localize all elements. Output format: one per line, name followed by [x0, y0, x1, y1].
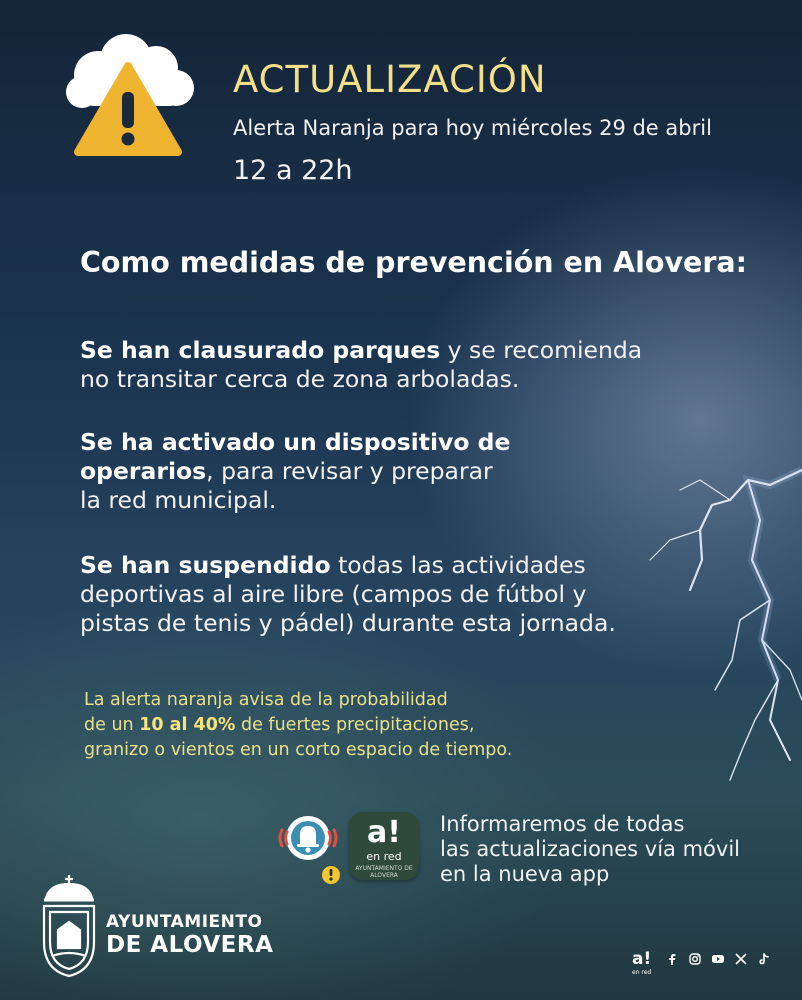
youtube-icon[interactable]	[711, 952, 725, 966]
app-info-line: Informaremos de todas	[440, 812, 685, 836]
measure-bold: Se ha activado un dispositivo de	[80, 428, 511, 456]
measure-text: todas las actividades	[330, 551, 586, 579]
instagram-icon[interactable]	[688, 952, 702, 966]
note-line: La alerta naranja avisa de la probabilidad	[84, 690, 448, 710]
facebook-icon[interactable]	[665, 952, 679, 966]
alert-subtitle: Alerta Naranja para hoy miércoles 29 de abril	[233, 116, 712, 140]
note-line: granizo o vientos en un corto espacio de tiempo.	[84, 740, 513, 760]
social-bar	[632, 948, 771, 976]
app-info	[440, 812, 740, 887]
app-logo-sub: en red	[366, 850, 402, 863]
app-logo-small: AYUNTAMIENTO DE ALOVERA	[355, 865, 413, 879]
alert-hours: 12 a 22h	[233, 155, 353, 186]
measure-text: , para revisar y preparar	[206, 457, 493, 485]
measure-parks	[80, 336, 642, 394]
measure-text: no transitar cerca de zona arboladas.	[80, 365, 520, 393]
measure-operators	[80, 428, 510, 515]
municipality-line: AYUNTAMIENTO	[106, 912, 263, 932]
tiktok-icon[interactable]	[757, 952, 771, 966]
municipality-name	[106, 912, 273, 958]
measure-sports	[80, 551, 616, 638]
measure-text: pistas de tenis y pádel) durante esta jornada.	[80, 609, 616, 637]
small-app-logo-text: a!	[632, 949, 652, 969]
alert-note	[84, 688, 512, 763]
measure-bold: Se han suspendido	[80, 551, 331, 579]
measure-bold: Se han clausurado parques	[80, 336, 441, 364]
measure-text: deportivas al aire libre (campos de fútbol y	[80, 580, 587, 608]
app-info-line: en la nueva app	[440, 862, 610, 886]
warning-cloud-icon	[58, 30, 198, 160]
small-app-logo	[632, 949, 656, 976]
municipality-line: DE ALOVERA	[106, 932, 274, 958]
measure-text: la red municipal.	[80, 486, 277, 514]
app-logo-text: a!	[367, 815, 401, 850]
note-text: de un	[84, 715, 140, 735]
probability-value: 10 al 40%	[139, 715, 236, 735]
notification-bell-icon	[276, 812, 346, 887]
small-app-logo-sub: en red	[632, 969, 652, 976]
measure-bold: operarios	[80, 457, 207, 485]
page-title: ACTUALIZACIÓN	[233, 58, 547, 101]
app-info-line: las actualizaciones vía móvil	[440, 837, 740, 861]
section-heading: Como medidas de prevención en Alovera:	[80, 246, 748, 279]
x-icon[interactable]	[734, 952, 748, 966]
note-text: de fuertes precipitaciones,	[235, 715, 475, 735]
measure-text: y se recomienda	[440, 336, 643, 364]
municipal-crest-icon	[36, 872, 102, 980]
app-logo	[349, 812, 419, 880]
